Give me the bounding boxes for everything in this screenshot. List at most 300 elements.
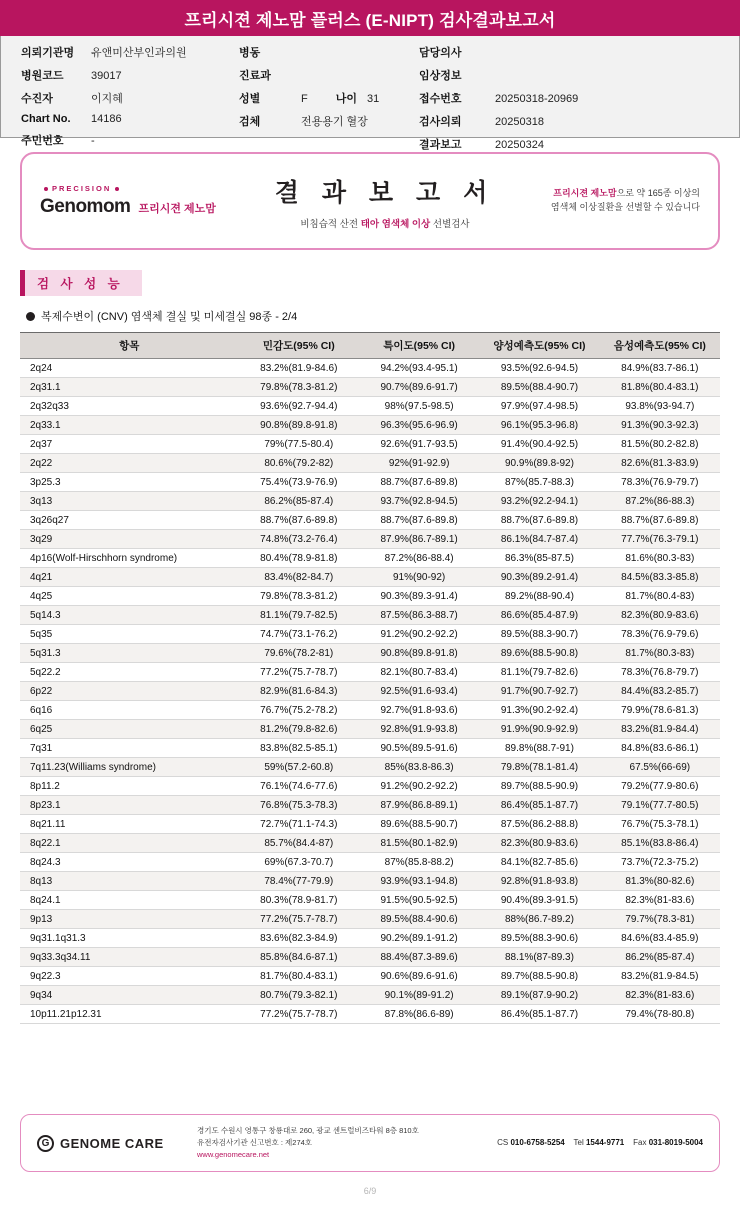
cell-value: 91.2%(90.2-92.2) <box>359 625 479 644</box>
subsection-label: 복제수변이 (CNV) 염색체 결실 및 미세결실 98종 - 2/4 <box>41 311 298 323</box>
cell-value: 82.6%(81.3-83.9) <box>600 454 720 473</box>
patient-info-column-3 <box>419 44 725 151</box>
cell-value: 81.1%(79.7-82.6) <box>479 663 599 682</box>
column-header-npv: 음성예측도(95% CI) <box>600 333 720 359</box>
cell-value: 84.4%(83.2-85.7) <box>600 682 720 701</box>
cell-value: 77.2%(75.7-78.7) <box>239 1005 359 1024</box>
cell-value: 82.3%(80.9-83.6) <box>600 606 720 625</box>
report-subtitle-prefix: 비침습적 산전 <box>300 218 361 230</box>
cell-value: 86.6%(85.4-87.9) <box>479 606 599 625</box>
table-row <box>20 758 720 777</box>
bullet-icon <box>26 312 35 321</box>
dot-icon <box>44 187 48 191</box>
cell-value: 92.8%(91.9-93.8) <box>359 720 479 739</box>
cell-value: 87%(85.8-88.2) <box>359 853 479 872</box>
table-row <box>20 910 720 929</box>
table-row <box>20 948 720 967</box>
cell-value: 75.4%(73.9-76.9) <box>239 473 359 492</box>
cell-value: 79%(77.5-80.4) <box>239 435 359 454</box>
info-row <box>21 132 239 148</box>
table-row <box>20 720 720 739</box>
info-value: - <box>91 135 95 147</box>
cell-value: 93.6%(92.7-94.4) <box>239 397 359 416</box>
cell-item: 4q25 <box>20 587 239 606</box>
cell-value: 79.7%(78.3-81) <box>600 910 720 929</box>
footer-contact <box>497 1137 703 1150</box>
cell-value: 78.3%(76.9-79.6) <box>600 625 720 644</box>
cell-value: 87.2%(86-88.4) <box>359 549 479 568</box>
report-title: 결 과 보 고 서 <box>274 178 496 207</box>
info-row <box>239 67 419 83</box>
info-label: 수진자 <box>21 93 53 105</box>
cell-value: 93.9%(93.1-94.8) <box>359 872 479 891</box>
cell-item: 2q31.1 <box>20 378 239 397</box>
cell-value: 91.3%(90.3-92.3) <box>600 416 720 435</box>
footer-address-line-1: 경기도 수원시 영통구 창룡대로 260, 광교 센트럴비즈타워 8층 810호 <box>197 1126 419 1135</box>
cell-item: 9q22.3 <box>20 967 239 986</box>
column-header-item: 항목 <box>20 333 239 359</box>
cell-value: 92.8%(91.8-93.8) <box>479 872 599 891</box>
cell-item: 9q34 <box>20 986 239 1005</box>
cell-value: 93.5%(92.6-94.5) <box>479 359 599 378</box>
cell-item: 5q14.3 <box>20 606 239 625</box>
cell-value: 90.5%(89.5-91.6) <box>359 739 479 758</box>
cell-value: 89.5%(88.3-90.7) <box>479 625 599 644</box>
cell-value: 91.9%(90.9-92.9) <box>479 720 599 739</box>
cell-item: 5q31.3 <box>20 644 239 663</box>
cnv-performance-table <box>20 332 720 1024</box>
patient-info-box <box>0 36 740 151</box>
cell-item: 3q26q27 <box>20 511 239 530</box>
cell-value: 96.1%(95.3-96.8) <box>479 416 599 435</box>
info-value: 이지혜 <box>91 93 123 105</box>
report-header-card <box>20 152 720 250</box>
cell-value: 89.5%(88.4-90.7) <box>479 378 599 397</box>
cell-item: 2q37 <box>20 435 239 454</box>
info-row <box>419 44 725 60</box>
cs-value: 010-6758-5254 <box>510 1137 565 1147</box>
info-label: 검사의뢰 <box>419 116 462 128</box>
info-row-gender-age <box>239 90 419 106</box>
cell-value: 89.5%(88.3-90.6) <box>479 929 599 948</box>
info-value: 20250324 <box>495 139 544 151</box>
cell-value: 73.7%(72.3-75.2) <box>600 853 720 872</box>
cell-value: 86.4%(85.1-87.7) <box>479 796 599 815</box>
cell-value: 81.2%(79.8-82.6) <box>239 720 359 739</box>
table-row <box>20 777 720 796</box>
table-row <box>20 872 720 891</box>
cs-label: CS <box>497 1137 509 1147</box>
cell-value: 83.2%(81.9-84.5) <box>600 967 720 986</box>
cell-item: 2q33.1 <box>20 416 239 435</box>
cell-item: 8p11.2 <box>20 777 239 796</box>
cell-item: 6q25 <box>20 720 239 739</box>
cell-value: 82.3%(81-83.6) <box>600 891 720 910</box>
cell-value: 86.2%(85-87.4) <box>239 492 359 511</box>
table-row <box>20 796 720 815</box>
info-row <box>239 44 419 60</box>
info-row <box>419 136 725 152</box>
info-row <box>419 113 725 129</box>
cell-value: 81.5%(80.2-82.8) <box>600 435 720 454</box>
cell-value: 89.7%(88.5-90.8) <box>479 967 599 986</box>
cell-value: 91.5%(90.5-92.5) <box>359 891 479 910</box>
cell-value: 78.4%(77-79.9) <box>239 872 359 891</box>
cell-value: 84.1%(82.7-85.6) <box>479 853 599 872</box>
brand-precision-line <box>40 184 250 193</box>
info-label: 임상정보 <box>419 70 462 82</box>
table-row <box>20 511 720 530</box>
cell-value: 91.4%(90.4-92.5) <box>479 435 599 454</box>
subsection-title <box>26 308 740 324</box>
cell-value: 87.5%(86.2-88.8) <box>479 815 599 834</box>
cell-value: 69%(67.3-70.7) <box>239 853 359 872</box>
cell-value: 87.5%(86.3-88.7) <box>359 606 479 625</box>
cell-value: 72.7%(71.1-74.3) <box>239 815 359 834</box>
cell-value: 81.1%(79.7-82.5) <box>239 606 359 625</box>
info-label: 병원코드 <box>21 70 64 82</box>
cell-value: 82.3%(81-83.6) <box>600 986 720 1005</box>
table-row <box>20 473 720 492</box>
table-row <box>20 492 720 511</box>
cell-item: 9p13 <box>20 910 239 929</box>
cell-value: 76.7%(75.2-78.2) <box>239 701 359 720</box>
info-label: 접수번호 <box>419 93 462 105</box>
table-row <box>20 568 720 587</box>
footer <box>20 1114 720 1172</box>
cell-value: 93.8%(93-94.7) <box>600 397 720 416</box>
genome-care-logo-icon: G <box>37 1135 54 1152</box>
cell-value: 76.1%(74.6-77.6) <box>239 777 359 796</box>
info-sub-value: 31 <box>367 93 380 105</box>
cell-value: 86.3%(85-87.5) <box>479 549 599 568</box>
cell-value: 81.6%(80.3-83) <box>600 549 720 568</box>
brand-name-kr: 프리시젼 제노맘 <box>138 203 216 215</box>
cell-value: 90.7%(89.6-91.7) <box>359 378 479 397</box>
cell-value: 88.4%(87.3-89.6) <box>359 948 479 967</box>
cell-value: 81.7%(80.4-83) <box>600 587 720 606</box>
cell-item: 8q22.1 <box>20 834 239 853</box>
cell-value: 80.7%(79.3-82.1) <box>239 986 359 1005</box>
cell-value: 78.3%(76.8-79.7) <box>600 663 720 682</box>
column-header-specificity: 특이도(95% CI) <box>359 333 479 359</box>
info-value: 20250318 <box>495 116 544 128</box>
cell-value: 80.3%(78.9-81.7) <box>239 891 359 910</box>
cell-value: 90.3%(89.2-91.4) <box>479 568 599 587</box>
cell-value: 98%(97.5-98.5) <box>359 397 479 416</box>
cell-value: 88.7%(87.6-89.8) <box>359 511 479 530</box>
cell-value: 79.8%(78.3-81.2) <box>239 587 359 606</box>
cell-value: 79.1%(77.7-80.5) <box>600 796 720 815</box>
cell-value: 90.2%(89.1-91.2) <box>359 929 479 948</box>
table-row <box>20 929 720 948</box>
cell-item: 8q13 <box>20 872 239 891</box>
info-row <box>239 113 419 129</box>
report-subtitle-suffix: 선별검사 <box>430 218 470 230</box>
cell-item: 9q33.3q34.11 <box>20 948 239 967</box>
cell-item: 7q31 <box>20 739 239 758</box>
info-row <box>21 44 239 60</box>
table-row <box>20 663 720 682</box>
table-row <box>20 853 720 872</box>
cell-value: 89.6%(88.5-90.7) <box>359 815 479 834</box>
footer-address-line-2: 유전자검사기관 신고번호 : 제274호 <box>197 1138 313 1147</box>
cell-value: 82.9%(81.6-84.3) <box>239 682 359 701</box>
brand-name: Genomom <box>40 196 131 217</box>
info-value: 20250318-20969 <box>495 93 579 105</box>
report-subtitle <box>250 216 520 230</box>
cell-value: 79.9%(78.6-81.3) <box>600 701 720 720</box>
info-row <box>21 67 239 83</box>
cell-value: 59%(57.2-60.8) <box>239 758 359 777</box>
cell-value: 89.6%(88.5-90.8) <box>479 644 599 663</box>
table-row <box>20 454 720 473</box>
table-row <box>20 644 720 663</box>
column-header-ppv: 양성예측도(95% CI) <box>479 333 599 359</box>
table-row <box>20 587 720 606</box>
cell-item: 8q24.1 <box>20 891 239 910</box>
cell-value: 90.6%(89.6-91.6) <box>359 967 479 986</box>
info-value: F <box>301 93 308 105</box>
cell-value: 89.7%(88.5-90.9) <box>479 777 599 796</box>
table-row <box>20 606 720 625</box>
table-row <box>20 739 720 758</box>
cell-value: 88.7%(87.6-89.8) <box>359 473 479 492</box>
cell-value: 77.2%(75.7-78.7) <box>239 663 359 682</box>
cell-item: 3q13 <box>20 492 239 511</box>
cell-value: 92.7%(91.8-93.6) <box>359 701 479 720</box>
cell-item: 8q24.3 <box>20 853 239 872</box>
footer-url[interactable]: www.genomecare.net <box>197 1150 270 1159</box>
cell-value: 84.5%(83.3-85.8) <box>600 568 720 587</box>
page-title: 프리시젼 제노맘 플러스 (E-NIPT) 검사결과보고서 <box>0 0 740 36</box>
cell-value: 86.2%(85-87.4) <box>600 948 720 967</box>
cell-value: 93.7%(92.8-94.5) <box>359 492 479 511</box>
cell-value: 89.2%(88-90.4) <box>479 587 599 606</box>
cell-value: 92%(91-92.9) <box>359 454 479 473</box>
table-row <box>20 549 720 568</box>
cell-item: 5q22.2 <box>20 663 239 682</box>
cell-value: 80.4%(78.9-81.8) <box>239 549 359 568</box>
page-number: 6/9 <box>363 1186 377 1196</box>
cell-value: 91.7%(90.7-92.7) <box>479 682 599 701</box>
cell-value: 80.6%(79.2-82) <box>239 454 359 473</box>
cell-value: 85%(83.8-86.3) <box>359 758 479 777</box>
info-row <box>21 113 239 125</box>
fax-value: 031-8019-5004 <box>648 1137 703 1147</box>
info-label: 성별 <box>239 93 261 105</box>
table-row <box>20 416 720 435</box>
cell-value: 83.4%(82-84.7) <box>239 568 359 587</box>
fax-label: Fax <box>633 1137 647 1147</box>
table-row <box>20 815 720 834</box>
cell-item: 8q21.11 <box>20 815 239 834</box>
info-row <box>419 67 725 83</box>
cell-value: 93.2%(92.2-94.1) <box>479 492 599 511</box>
cell-value: 86.4%(85.1-87.7) <box>479 1005 599 1024</box>
cell-value: 83.6%(82.3-84.9) <box>239 929 359 948</box>
cell-value: 85.7%(84.4-87) <box>239 834 359 853</box>
cell-value: 88%(86.7-89.2) <box>479 910 599 929</box>
report-note-line-1 <box>520 187 700 201</box>
cell-value: 84.6%(83.4-85.9) <box>600 929 720 948</box>
cell-item: 3p25.3 <box>20 473 239 492</box>
cell-value: 85.1%(83.8-86.4) <box>600 834 720 853</box>
cell-value: 79.2%(77.9-80.6) <box>600 777 720 796</box>
footer-address <box>197 1125 497 1161</box>
cell-value: 74.8%(73.2-76.4) <box>239 530 359 549</box>
cell-value: 90.4%(89.3-91.5) <box>479 891 599 910</box>
cell-value: 88.1%(87-89.3) <box>479 948 599 967</box>
cell-value: 81.7%(80.4-83.1) <box>239 967 359 986</box>
info-label: 진료과 <box>239 70 271 82</box>
cell-value: 91%(90-92) <box>359 568 479 587</box>
cell-value: 97.9%(97.4-98.5) <box>479 397 599 416</box>
info-value: 14186 <box>91 113 122 125</box>
cell-value: 79.8%(78.1-81.4) <box>479 758 599 777</box>
cell-item: 2q22 <box>20 454 239 473</box>
cell-value: 83.2%(81.9-84.4) <box>600 720 720 739</box>
table-row <box>20 986 720 1005</box>
cell-value: 74.7%(73.1-76.2) <box>239 625 359 644</box>
info-row <box>419 90 725 106</box>
cell-item: 4p16(Wolf-Hirschhorn syndrome) <box>20 549 239 568</box>
cell-item: 7q11.23(Williams syndrome) <box>20 758 239 777</box>
cell-value: 83.2%(81.9-84.6) <box>239 359 359 378</box>
patient-info-column-1 <box>21 44 239 147</box>
cell-value: 81.7%(80.3-83) <box>600 644 720 663</box>
cell-value: 88.7%(87.6-89.8) <box>239 511 359 530</box>
column-header-sensitivity: 민감도(95% CI) <box>239 333 359 359</box>
cell-value: 92.5%(91.6-93.4) <box>359 682 479 701</box>
brand-block <box>40 184 250 218</box>
cell-item: 9q31.1q31.3 <box>20 929 239 948</box>
cell-value: 89.8%(88.7-91) <box>479 739 599 758</box>
report-note-line-2: 염색체 이상질환을 선별할 수 있습니다 <box>550 202 700 212</box>
cell-value: 84.9%(83.7-86.1) <box>600 359 720 378</box>
cell-item: 5q35 <box>20 625 239 644</box>
cell-value: 94.2%(93.4-95.1) <box>359 359 479 378</box>
info-value: 39017 <box>91 70 122 82</box>
cell-value: 82.3%(80.9-83.6) <box>479 834 599 853</box>
info-label: 검체 <box>239 116 261 128</box>
cell-value: 81.8%(80.4-83.1) <box>600 378 720 397</box>
report-note-rest: 으로 약 165종 이상의 <box>616 188 700 199</box>
cell-value: 87%(85.7-88.3) <box>479 473 599 492</box>
cell-item: 10p11.21p12.31 <box>20 1005 239 1024</box>
info-label: Chart No. <box>21 113 71 125</box>
tel-label: Tel <box>573 1137 584 1147</box>
cell-value: 89.5%(88.4-90.6) <box>359 910 479 929</box>
info-row <box>21 90 239 106</box>
cell-value: 91.2%(90.2-92.2) <box>359 777 479 796</box>
cell-value: 84.8%(83.6-86.1) <box>600 739 720 758</box>
cell-value: 79.6%(78.2-81) <box>239 644 359 663</box>
cell-value: 96.3%(95.6-96.9) <box>359 416 479 435</box>
table-row <box>20 530 720 549</box>
cell-item: 2q24 <box>20 359 239 378</box>
cell-item: 3q29 <box>20 530 239 549</box>
table-row <box>20 834 720 853</box>
cell-item: 6q16 <box>20 701 239 720</box>
cell-value: 90.3%(89.3-91.4) <box>359 587 479 606</box>
cell-item: 8p23.1 <box>20 796 239 815</box>
cell-value: 82.1%(80.7-83.4) <box>359 663 479 682</box>
info-label: 주민번호 <box>21 135 64 147</box>
cell-value: 78.3%(76.9-79.7) <box>600 473 720 492</box>
cell-value: 90.8%(89.8-91.8) <box>359 644 479 663</box>
info-sub-label: 나이 <box>335 93 357 105</box>
table-row <box>20 359 720 378</box>
cell-value: 89.1%(87.9-90.2) <box>479 986 599 1005</box>
cell-value: 81.5%(80.1-82.9) <box>359 834 479 853</box>
table-header-row <box>20 333 720 359</box>
cell-value: 77.2%(75.7-78.7) <box>239 910 359 929</box>
info-value: 전용용기 혈장 <box>301 116 368 128</box>
table-row <box>20 1005 720 1024</box>
report-note <box>520 187 700 215</box>
cell-value: 87.9%(86.8-89.1) <box>359 796 479 815</box>
tel-value: 1544-9771 <box>585 1137 625 1147</box>
cell-value: 77.7%(76.3-79.1) <box>600 530 720 549</box>
report-subtitle-highlight: 태아 염색체 이상 <box>360 218 431 230</box>
cell-value: 91.3%(90.2-92.4) <box>479 701 599 720</box>
info-label: 의뢰기관명 <box>21 47 75 59</box>
report-note-highlight: 프리시젼 제노맘 <box>553 188 617 199</box>
cell-value: 90.8%(89.8-91.8) <box>239 416 359 435</box>
table-row <box>20 891 720 910</box>
cell-value: 85.8%(84.6-87.1) <box>239 948 359 967</box>
info-label: 결과보고 <box>419 139 462 151</box>
table-body <box>20 359 720 1024</box>
info-label: 병동 <box>239 47 261 59</box>
section-title: 검 사 성 능 <box>20 270 142 296</box>
dot-icon <box>115 187 119 191</box>
table-row <box>20 397 720 416</box>
report-title-block <box>250 173 520 230</box>
cell-value: 87.8%(86.6-89) <box>359 1005 479 1024</box>
cell-value: 87.2%(86-88.3) <box>600 492 720 511</box>
table-row <box>20 378 720 397</box>
info-value: 유앤미산부인과의원 <box>91 47 187 59</box>
table-row <box>20 967 720 986</box>
patient-info-column-2 <box>239 44 419 127</box>
cell-value: 92.6%(91.7-93.5) <box>359 435 479 454</box>
cell-item: 4q21 <box>20 568 239 587</box>
cell-value: 67.5%(66-69) <box>600 758 720 777</box>
table-row <box>20 435 720 454</box>
table-row <box>20 701 720 720</box>
cell-value: 76.7%(75.3-78.1) <box>600 815 720 834</box>
table-row <box>20 682 720 701</box>
cell-value: 86.1%(84.7-87.4) <box>479 530 599 549</box>
footer-logo <box>37 1135 197 1152</box>
cell-value: 81.3%(80-82.6) <box>600 872 720 891</box>
cell-item: 6p22 <box>20 682 239 701</box>
cell-value: 83.8%(82.5-85.1) <box>239 739 359 758</box>
cell-value: 88.7%(87.6-89.8) <box>600 511 720 530</box>
cell-value: 87.9%(86.7-89.1) <box>359 530 479 549</box>
cell-item: 2q32q33 <box>20 397 239 416</box>
footer-company-name: GENOME CARE <box>60 1135 164 1151</box>
cell-value: 88.7%(87.6-89.8) <box>479 511 599 530</box>
cell-value: 79.8%(78.3-81.2) <box>239 378 359 397</box>
table-row <box>20 625 720 644</box>
brand-precision-label: PRECISION <box>52 184 112 193</box>
cell-value: 76.8%(75.3-78.3) <box>239 796 359 815</box>
info-label: 담당의사 <box>419 47 462 59</box>
cell-value: 90.9%(89.8-92) <box>479 454 599 473</box>
